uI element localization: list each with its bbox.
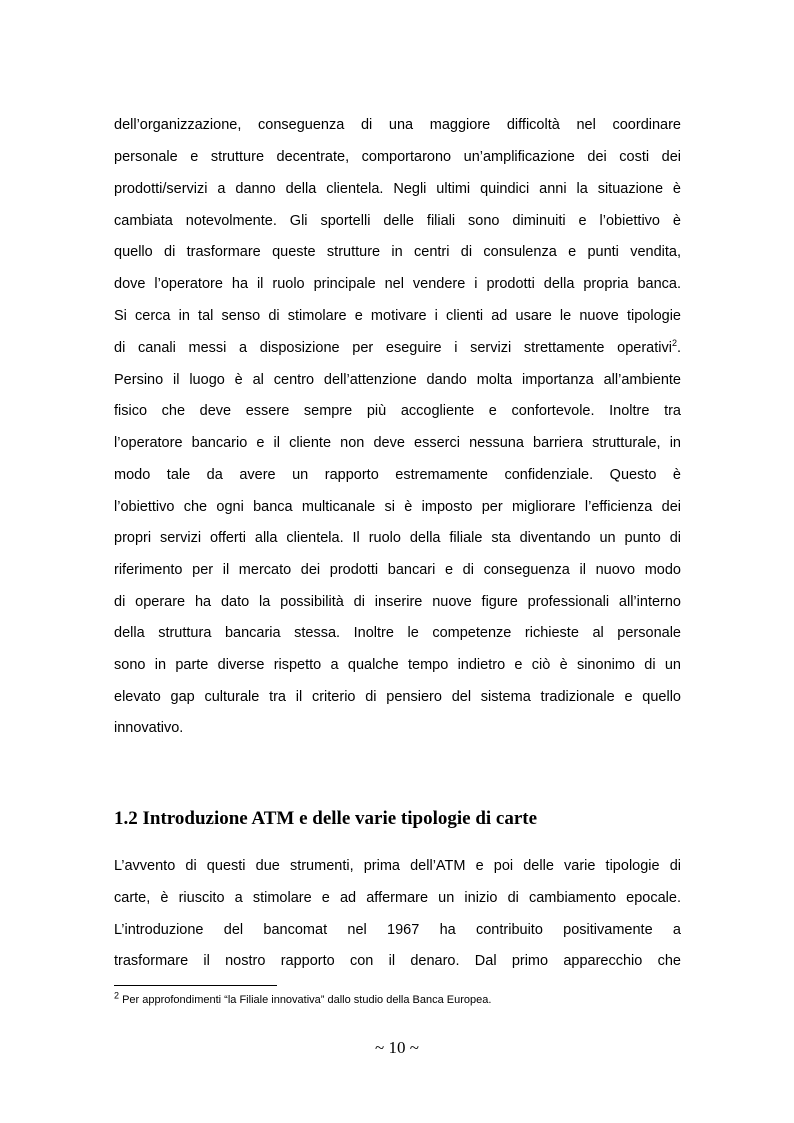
text-line: l’operatore bancario e il cliente non deve esserci nessuna barriera strutturale, in [114,435,681,451]
text-line: carte, è riuscito a stimolare e ad affermare un inizio di cambiamento epocale. [114,890,681,906]
text-line: cambiata notevolmente. Gli sportelli delle filiali sono diminuiti e l’obiettivo è [114,213,681,229]
text-line: Persino il luogo è al centro dell’attenzione dando molta importanza all’ambiente [114,372,681,388]
footnote-text: Per approfondimenti “la Filiale innovativa” dallo studio della Banca Europea. [119,994,492,1006]
text-line: elevato gap culturale tra il criterio di pensiero del sistema tradizionale e quello [114,689,681,705]
text-line: della struttura bancaria stessa. Inoltre le competenze richieste al personale [114,625,681,641]
text-line: dell’organizzazione, conseguenza di una maggiore difficoltà nel coordinare [114,117,681,133]
text-line: innovativo. [114,720,184,736]
footnote-number: 2 [114,990,120,1001]
text-line: dove l’operatore ha il ruolo principale nel vendere i prodotti della propria banca. [114,276,681,292]
text-line: quello di trasformare queste strutture in centri di consulenza e punti vendita, [114,244,681,260]
page-number: ~ 10 ~ [375,1038,419,1057]
footnote-reference[interactable]: 2 [671,338,677,349]
text-line: L’introduzione del bancomat nel 1967 ha contribuito positivamente a [114,922,681,938]
text-line: fisico che deve essere sempre più accogliente e confortevole. Inoltre tra [114,403,681,419]
text-line: modo tale da avere un rapporto estremamente confidenziale. Questo è [114,467,681,483]
text-line: riferimento per il mercato dei prodotti bancari e di conseguenza il nuovo modo [114,562,681,578]
text-line: Si cerca in tal senso di stimolare e motivare i clienti ad usare le nuove tipologie [114,308,681,324]
text-line: propri servizi offerti alla clientela. Il ruolo della filiale sta diventando un punto di [114,530,681,546]
text-line: trasformare il nostro rapporto con il denaro. Dal primo apparecchio che [114,953,681,969]
text-line: personale e strutture decentrate, comportarono un’amplificazione dei costi dei [114,149,681,165]
text-line: l’obiettivo che ogni banca multicanale si è imposto per migliorare l’efficienza dei [114,499,681,515]
text-line: sono in parte diverse rispetto a qualche tempo indietro e ciò è sinonimo di un [114,657,681,673]
line-end-punctuation: . [676,340,681,356]
text-line: prodotti/servizi a danno della clientela. Negli ultimi quindici anni la situazione è [114,181,681,197]
line-text: di canali messi a disposizione per eseguire i servizi strettamente operativi [114,340,672,356]
text-line: L’avvento di questi due strumenti, prima dell’ATM e poi delle varie tipologie di [114,858,681,874]
section-heading: 1.2 Introduzione ATM e delle varie tipologie di carte [114,808,538,829]
text-line: di operare ha dato la possibilità di inserire nuove figure professionali all’interno [114,594,681,610]
text-line [114,337,681,359]
footnote-divider [114,985,277,986]
footnote [114,992,681,1008]
